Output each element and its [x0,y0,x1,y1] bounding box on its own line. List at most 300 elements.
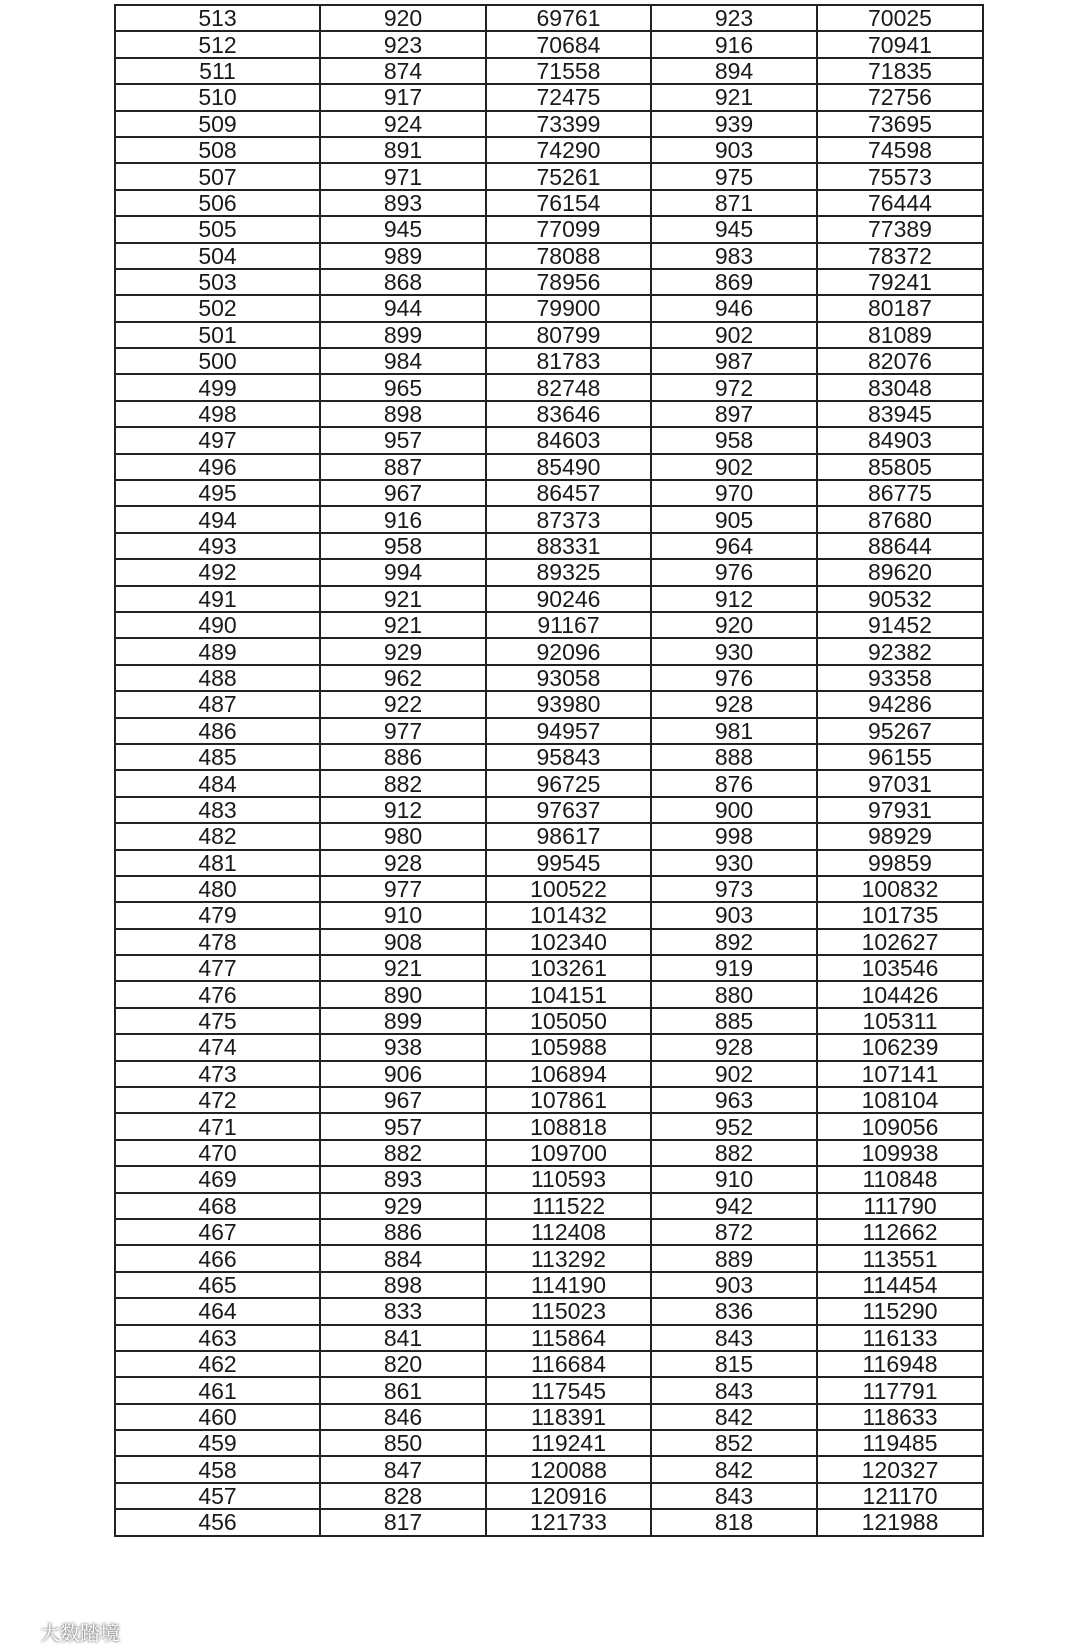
table-cell-col-2: 886 [320,1219,486,1245]
table-cell-col-3: 102340 [486,929,651,955]
table-cell-col-3: 75261 [486,163,651,189]
table-cell-col-4: 892 [651,929,817,955]
table-cell-col-2: 945 [320,216,486,242]
table-cell-col-1: 486 [115,718,320,744]
table-row [115,348,983,374]
table-row [115,1166,983,1192]
table-cell-col-5: 104426 [817,981,983,1007]
table-row [115,1193,983,1219]
table-row [115,58,983,84]
table-cell-col-1: 498 [115,401,320,427]
table-cell-col-2: 908 [320,929,486,955]
table-cell-col-4: 946 [651,295,817,321]
table-row [115,163,983,189]
table-row [115,691,983,717]
table-cell-col-5: 80187 [817,295,983,321]
table-cell-col-4: 902 [651,1061,817,1087]
table-row [115,1430,983,1456]
table-cell-col-2: 958 [320,533,486,559]
table-cell-col-4: 888 [651,744,817,770]
table-cell-col-4: 981 [651,718,817,744]
table-row [115,1140,983,1166]
table-cell-col-1: 465 [115,1272,320,1298]
table-cell-col-1: 504 [115,243,320,269]
table-cell-col-4: 920 [651,612,817,638]
table-cell-col-2: 898 [320,401,486,427]
table-cell-col-4: 852 [651,1430,817,1456]
table-cell-col-4: 894 [651,58,817,84]
table-cell-col-2: 957 [320,427,486,453]
table-cell-col-5: 109938 [817,1140,983,1166]
table-cell-col-5: 96155 [817,744,983,770]
table-cell-col-3: 79900 [486,295,651,321]
table-cell-col-2: 921 [320,586,486,612]
table-cell-col-4: 952 [651,1113,817,1139]
table-cell-col-4: 903 [651,1272,817,1298]
table-cell-col-2: 921 [320,955,486,981]
table-cell-col-5: 81089 [817,322,983,348]
table-cell-col-1: 507 [115,163,320,189]
table-cell-col-3: 115864 [486,1325,651,1351]
table-cell-col-2: 977 [320,876,486,902]
table-row [115,1087,983,1113]
table-cell-col-3: 106894 [486,1061,651,1087]
table-cell-col-3: 109700 [486,1140,651,1166]
table-cell-col-3: 97637 [486,797,651,823]
table-row [115,1034,983,1060]
table-cell-col-4: 843 [651,1377,817,1403]
table-cell-col-4: 910 [651,1166,817,1192]
table-cell-col-3: 69761 [486,5,651,31]
table-cell-col-5: 99859 [817,850,983,876]
table-cell-col-1: 470 [115,1140,320,1166]
table-cell-col-3: 88331 [486,533,651,559]
table-cell-col-5: 120327 [817,1456,983,1482]
table-cell-col-3: 83646 [486,401,651,427]
table-cell-col-4: 958 [651,427,817,453]
table-cell-col-5: 114454 [817,1272,983,1298]
table-row [115,981,983,1007]
table-cell-col-1: 468 [115,1193,320,1219]
table-cell-col-3: 119241 [486,1430,651,1456]
table-cell-col-5: 92382 [817,638,983,664]
table-cell-col-5: 88644 [817,533,983,559]
table-cell-col-4: 903 [651,137,817,163]
table-cell-col-3: 118391 [486,1404,651,1430]
table-cell-col-4: 928 [651,1034,817,1060]
table-cell-col-2: 847 [320,1456,486,1482]
table-row [115,1325,983,1351]
table-cell-col-3: 105988 [486,1034,651,1060]
table-row [115,876,983,902]
table-row [115,31,983,57]
table-cell-col-1: 509 [115,111,320,137]
table-cell-col-4: 923 [651,5,817,31]
table-row [115,1456,983,1482]
table-cell-col-4: 876 [651,770,817,796]
table-cell-col-1: 456 [115,1509,320,1535]
table-cell-col-4: 880 [651,981,817,1007]
table-cell-col-5: 83945 [817,401,983,427]
table-row [115,269,983,295]
table-cell-col-3: 121733 [486,1509,651,1535]
table-cell-col-4: 905 [651,506,817,532]
table-cell-col-5: 71835 [817,58,983,84]
table-cell-col-2: 980 [320,823,486,849]
table-cell-col-1: 461 [115,1377,320,1403]
table-cell-col-5: 121988 [817,1509,983,1535]
table-cell-col-1: 462 [115,1351,320,1377]
table-cell-col-2: 899 [320,1008,486,1034]
table-cell-col-3: 103261 [486,955,651,981]
table-row [115,902,983,928]
table-cell-col-3: 120088 [486,1456,651,1482]
table-cell-col-1: 492 [115,559,320,585]
table-cell-col-3: 76154 [486,190,651,216]
table-cell-col-2: 967 [320,1087,486,1113]
table-cell-col-5: 79241 [817,269,983,295]
table-cell-col-5: 105311 [817,1008,983,1034]
table-cell-col-1: 459 [115,1430,320,1456]
table-cell-col-3: 86457 [486,480,651,506]
table-cell-col-1: 493 [115,533,320,559]
table-cell-col-2: 887 [320,454,486,480]
table-cell-col-5: 82076 [817,348,983,374]
table-cell-col-2: 884 [320,1245,486,1271]
table-cell-col-5: 116133 [817,1325,983,1351]
table-cell-col-3: 114190 [486,1272,651,1298]
table-cell-col-1: 473 [115,1061,320,1087]
table-cell-col-2: 906 [320,1061,486,1087]
table-cell-col-3: 70684 [486,31,651,57]
table-cell-col-1: 477 [115,955,320,981]
table-cell-col-3: 101432 [486,902,651,928]
table-cell-col-5: 110848 [817,1166,983,1192]
table-cell-col-5: 83048 [817,374,983,400]
table-body [115,5,983,1536]
table-cell-col-1: 481 [115,850,320,876]
table-cell-col-2: 921 [320,612,486,638]
table-cell-col-1: 501 [115,322,320,348]
table-cell-col-5: 89620 [817,559,983,585]
table-row [115,1483,983,1509]
table-row [115,137,983,163]
table-cell-col-2: 882 [320,1140,486,1166]
watermark [6,1617,120,1646]
table-cell-col-3: 85490 [486,454,651,480]
table-cell-col-2: 868 [320,269,486,295]
table-row [115,955,983,981]
table-row [115,533,983,559]
table-cell-col-3: 113292 [486,1245,651,1271]
table-cell-col-2: 920 [320,5,486,31]
table-cell-col-1: 479 [115,902,320,928]
table-cell-col-5: 85805 [817,454,983,480]
table-cell-col-5: 91452 [817,612,983,638]
table-cell-col-2: 965 [320,374,486,400]
table-cell-col-4: 921 [651,84,817,110]
table-row [115,1061,983,1087]
table-cell-col-2: 820 [320,1351,486,1377]
table-cell-col-2: 910 [320,902,486,928]
table-cell-col-5: 101735 [817,902,983,928]
table-row [115,1113,983,1139]
table-cell-col-5: 102627 [817,929,983,955]
table-cell-col-4: 930 [651,638,817,664]
table-cell-col-5: 98929 [817,823,983,849]
table-cell-col-3: 92096 [486,638,651,664]
table-cell-col-5: 74598 [817,137,983,163]
table-cell-col-1: 497 [115,427,320,453]
table-cell-col-2: 989 [320,243,486,269]
table-cell-col-2: 922 [320,691,486,717]
table-cell-col-2: 890 [320,981,486,1007]
table-cell-col-4: 815 [651,1351,817,1377]
table-cell-col-1: 483 [115,797,320,823]
table-cell-col-1: 478 [115,929,320,955]
table-cell-col-3: 115023 [486,1298,651,1324]
table-cell-col-3: 82748 [486,374,651,400]
table-row [115,216,983,242]
table-row [115,1404,983,1430]
table-cell-col-1: 482 [115,823,320,849]
table-cell-col-3: 91167 [486,612,651,638]
table-cell-col-4: 972 [651,374,817,400]
table-cell-col-5: 106239 [817,1034,983,1060]
table-cell-col-4: 843 [651,1483,817,1509]
table-cell-col-2: 928 [320,850,486,876]
table-cell-col-3: 78088 [486,243,651,269]
table-cell-col-3: 81783 [486,348,651,374]
table-cell-col-1: 457 [115,1483,320,1509]
table-cell-col-4: 902 [651,454,817,480]
table-cell-col-3: 95843 [486,744,651,770]
table-cell-col-5: 86775 [817,480,983,506]
table-cell-col-1: 494 [115,506,320,532]
table-cell-col-3: 71558 [486,58,651,84]
table-cell-col-3: 89325 [486,559,651,585]
table-cell-col-5: 70025 [817,5,983,31]
table-cell-col-2: 882 [320,770,486,796]
table-cell-col-2: 916 [320,506,486,532]
table-cell-col-1: 490 [115,612,320,638]
table-cell-col-3: 111522 [486,1193,651,1219]
table-cell-col-2: 874 [320,58,486,84]
table-cell-col-1: 513 [115,5,320,31]
table-cell-col-5: 76444 [817,190,983,216]
table-row [115,850,983,876]
table-cell-col-4: 902 [651,322,817,348]
table-cell-col-5: 116948 [817,1351,983,1377]
table-cell-col-2: 828 [320,1483,486,1509]
table-row [115,1298,983,1324]
table-cell-col-4: 973 [651,876,817,902]
table-row [115,1351,983,1377]
score-table [114,4,984,1537]
table-cell-col-5: 97031 [817,770,983,796]
table-cell-col-4: 872 [651,1219,817,1245]
table-cell-col-2: 929 [320,1193,486,1219]
table-cell-col-1: 484 [115,770,320,796]
table-cell-col-3: 99545 [486,850,651,876]
table-cell-col-5: 113551 [817,1245,983,1271]
table-cell-col-1: 506 [115,190,320,216]
table-cell-col-2: 899 [320,322,486,348]
table-cell-col-2: 891 [320,137,486,163]
table-row [115,586,983,612]
table-cell-col-5: 117791 [817,1377,983,1403]
table-cell-col-2: 923 [320,31,486,57]
table-cell-col-5: 84903 [817,427,983,453]
table-cell-col-2: 850 [320,1430,486,1456]
table-cell-col-1: 460 [115,1404,320,1430]
table-row [115,823,983,849]
table-cell-col-4: 871 [651,190,817,216]
table-cell-col-2: 967 [320,480,486,506]
table-cell-col-1: 488 [115,665,320,691]
table-cell-col-1: 500 [115,348,320,374]
table-row [115,612,983,638]
table-row [115,84,983,110]
table-cell-col-3: 120916 [486,1483,651,1509]
table-cell-col-5: 112662 [817,1219,983,1245]
table-cell-col-2: 984 [320,348,486,374]
table-cell-col-3: 78956 [486,269,651,295]
table-row [115,1008,983,1034]
table-cell-col-4: 842 [651,1404,817,1430]
table-cell-col-1: 508 [115,137,320,163]
weibo-logo-icon [6,1621,36,1643]
table-cell-col-2: 898 [320,1272,486,1298]
table-cell-col-5: 75573 [817,163,983,189]
table-row [115,1509,983,1535]
table-cell-col-2: 861 [320,1377,486,1403]
table-cell-col-4: 963 [651,1087,817,1113]
table-cell-col-4: 970 [651,480,817,506]
table-cell-col-3: 107861 [486,1087,651,1113]
table-cell-col-5: 78372 [817,243,983,269]
table-cell-col-2: 962 [320,665,486,691]
table-cell-col-4: 919 [651,955,817,981]
table-cell-col-2: 994 [320,559,486,585]
table-cell-col-2: 893 [320,1166,486,1192]
table-cell-col-5: 87680 [817,506,983,532]
table-cell-col-1: 489 [115,638,320,664]
table-cell-col-1: 511 [115,58,320,84]
table-cell-col-1: 485 [115,744,320,770]
table-row [115,1377,983,1403]
table-row [115,1219,983,1245]
table-row [115,243,983,269]
table-cell-col-4: 897 [651,401,817,427]
table-cell-col-4: 869 [651,269,817,295]
table-cell-col-4: 998 [651,823,817,849]
table-cell-col-3: 98617 [486,823,651,849]
table-cell-col-2: 893 [320,190,486,216]
table-cell-col-1: 491 [115,586,320,612]
table-cell-col-1: 476 [115,981,320,1007]
table-cell-col-3: 110593 [486,1166,651,1192]
table-row [115,744,983,770]
table-cell-col-1: 499 [115,374,320,400]
table-cell-col-3: 94957 [486,718,651,744]
table-cell-col-4: 976 [651,665,817,691]
table-row [115,638,983,664]
table-row [115,1245,983,1271]
table-row [115,929,983,955]
table-cell-col-2: 971 [320,163,486,189]
table-cell-col-4: 818 [651,1509,817,1535]
table-cell-col-2: 817 [320,1509,486,1535]
table-cell-col-2: 917 [320,84,486,110]
table-cell-col-5: 111790 [817,1193,983,1219]
table-cell-col-2: 924 [320,111,486,137]
table-row [115,374,983,400]
table-cell-col-5: 121170 [817,1483,983,1509]
table-row [115,718,983,744]
table-cell-col-3: 105050 [486,1008,651,1034]
table-cell-col-3: 104151 [486,981,651,1007]
table-cell-col-4: 882 [651,1140,817,1166]
table-cell-col-3: 77099 [486,216,651,242]
table-cell-col-3: 112408 [486,1219,651,1245]
table-cell-col-4: 885 [651,1008,817,1034]
table-row [115,480,983,506]
table-cell-col-5: 100832 [817,876,983,902]
table-cell-col-5: 119485 [817,1430,983,1456]
table-cell-col-5: 90532 [817,586,983,612]
table-cell-col-2: 957 [320,1113,486,1139]
table-cell-col-5: 95267 [817,718,983,744]
table-cell-col-5: 115290 [817,1298,983,1324]
table-cell-col-4: 889 [651,1245,817,1271]
table-cell-col-4: 942 [651,1193,817,1219]
table-cell-col-5: 77389 [817,216,983,242]
table-cell-col-1: 510 [115,84,320,110]
table-cell-col-5: 108104 [817,1087,983,1113]
table-cell-col-5: 103546 [817,955,983,981]
table-cell-col-3: 93980 [486,691,651,717]
table-cell-col-5: 93358 [817,665,983,691]
table-row [115,190,983,216]
table-cell-col-2: 912 [320,797,486,823]
table-cell-col-5: 94286 [817,691,983,717]
table-cell-col-4: 903 [651,902,817,928]
table-row [115,506,983,532]
table-row [115,665,983,691]
table-row [115,770,983,796]
table-cell-col-1: 503 [115,269,320,295]
table-cell-col-5: 72756 [817,84,983,110]
table-cell-col-2: 938 [320,1034,486,1060]
table-cell-col-3: 73399 [486,111,651,137]
table-cell-col-4: 900 [651,797,817,823]
table-cell-col-4: 916 [651,31,817,57]
table-cell-col-2: 833 [320,1298,486,1324]
table-row [115,5,983,31]
table-cell-col-1: 502 [115,295,320,321]
table-cell-col-5: 73695 [817,111,983,137]
table-row [115,401,983,427]
table-cell-col-1: 466 [115,1245,320,1271]
table-cell-col-2: 929 [320,638,486,664]
table-cell-col-3: 108818 [486,1113,651,1139]
table-row [115,427,983,453]
table-cell-col-1: 469 [115,1166,320,1192]
table-cell-col-1: 463 [115,1325,320,1351]
table-cell-col-1: 475 [115,1008,320,1034]
table-cell-col-4: 930 [651,850,817,876]
